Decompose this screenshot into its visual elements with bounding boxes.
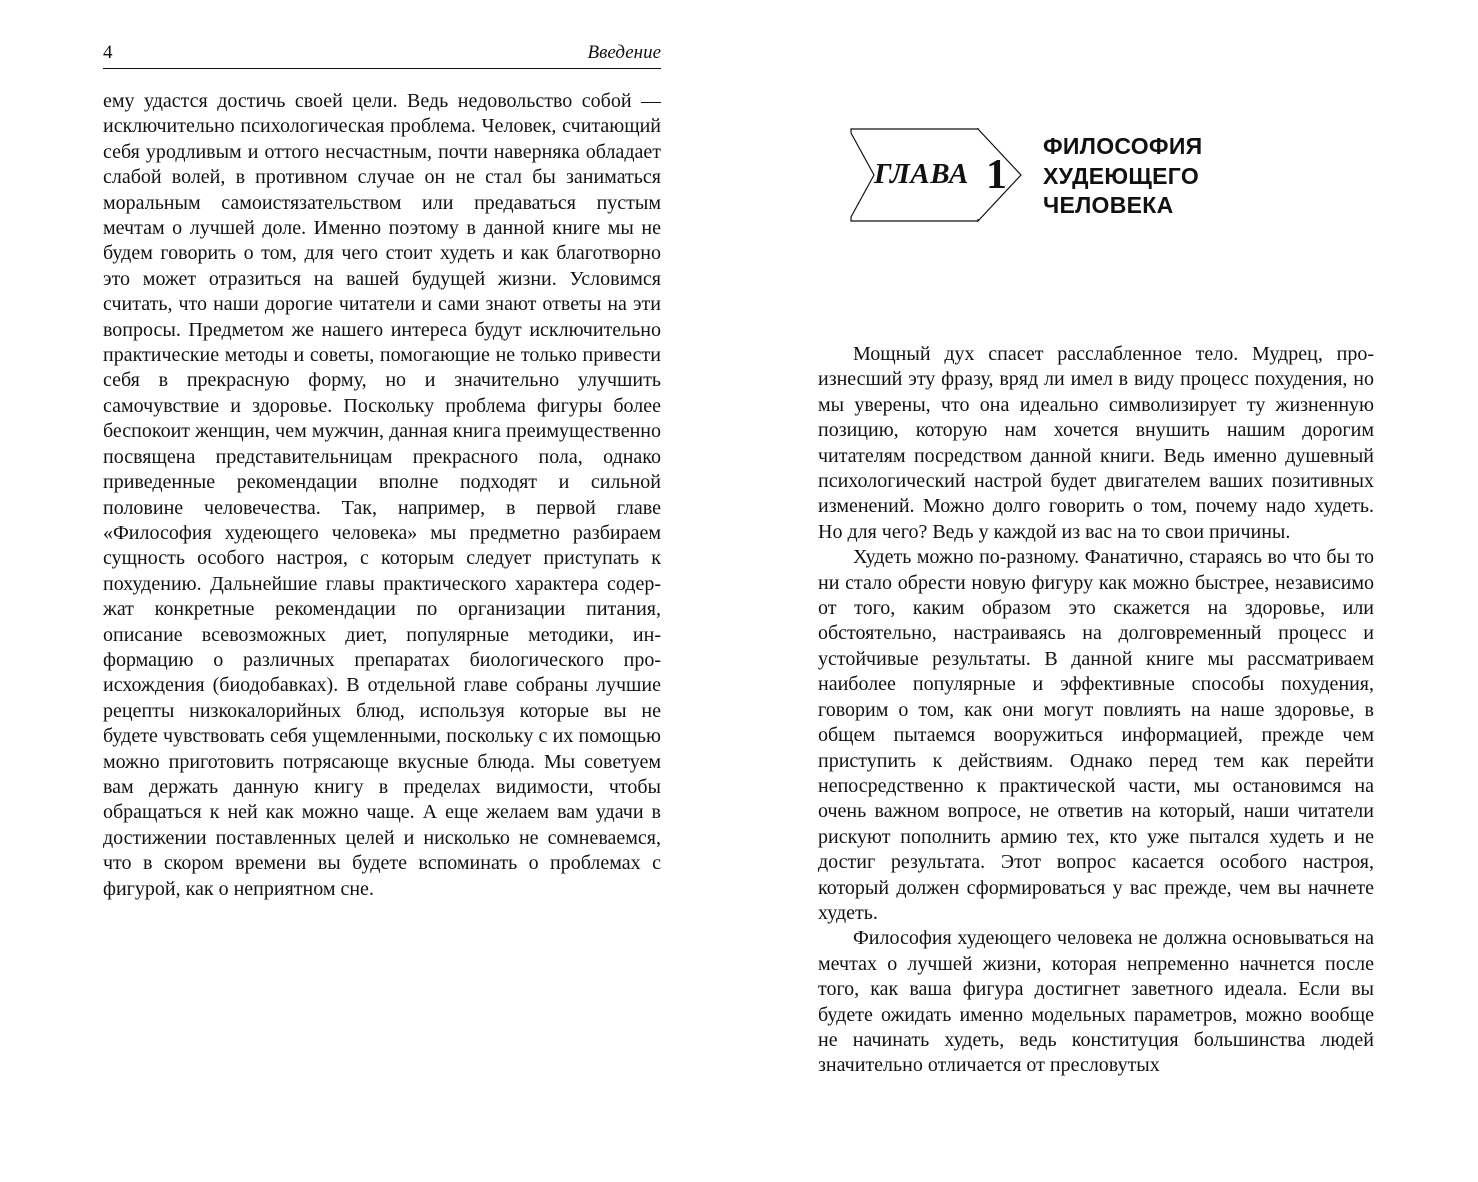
chapter-number: 1 bbox=[986, 152, 1007, 198]
paragraph: Мощный дух спасет расслабленное тело. Мудрец, произнесший эту фразу, вряд ли имел в виду процесс похудения, но мы уверены, что она идеально символизирует ту жизненную позицию, которую нам хочется внушить нашим дорогим читателям посредством данной книги. Ведь именно душевный психологический настрой будет двигателем ваших позитивных изменений. Можно долго говорить о том, почему надо худеть. Но для чего? Ведь у каждой из вас на то свои причины. bbox=[818, 343, 1374, 543]
right-page-body bbox=[818, 342, 1374, 1079]
chapter-title-line: ХУДЕЮЩЕГО bbox=[1043, 162, 1200, 189]
chapter-title-line: ЧЕЛОВЕКА bbox=[1043, 192, 1174, 218]
chapter-title bbox=[1043, 132, 1263, 221]
left-page bbox=[103, 38, 661, 900]
right-page bbox=[818, 0, 1374, 1182]
paragraph: Худеть можно по-разному. Фанатично, стараясь во что бы то ни стало обрести новую фигуру как можно быстрее, независимо от того, каким образом это скажется на здоровье, или обстоятельно, настраиваясь на долговременный процесс и устойчивые результаты. В данной книге мы рассматриваем наиболее популярные и эффективные способы похудения, говорим о том, как они могут повлиять на наше здоровье, в общем пытаемся вооружиться информацией, прежде чем приступить к действиям. Однако перед тем как перейти непосредственно к практической части, мы остановимся на очень важном вопросе, не ответив на который, наши читатели рискуют пополнить армию тех, кто уже пытался худеть и не достиг результата. Этот вопрос касается особого настроя, который должен сформироваться у вас прежде, чем вы начнете худеть. bbox=[818, 546, 1374, 924]
running-head bbox=[103, 38, 661, 69]
left-page-paragraph: ему удастся достичь своей цели. Ведь недовольство собой — исключительно психологическая проблема. Человек, считающий себя уродливым и оттого несчастным, почти наверняка обладает слабой волей, в противном случае он не стал бы заниматься моральным самоистязательством или предаваться пустым мечтам о лучшей доле. Именно поэтому в данной книге мы не будем говорить о том, для чего стоит худеть и как благотворно это может отразиться на вашей будущей жизни. Условимся считать, что наши дорогие читатели и сами знают ответы на эти вопросы. Предметом же нашего интереса будут исключительно практические методы и советы, помогающие не только привести себя в прекрасную форму, но и значительно улучшить самочувствие и здоровье. Поскольку проблема фигуры более беспокоит женщин, чем мужчин, данная книга преимущественно посвящена представительницам прекрасного пола, однако приведенные рекомендации вполне подходят и сильной половине человечества. Так, например, в первой главе «Философия худеющего человека» мы предметно разбираем сущность особого настроя, с которым следует приступать к похудению. Дальнейшие главы практического характера содержат конкретные рекомендации по организации питания, описание всевозможных диет, популярные методики, информацию о различных препаратах биологического происхождения (биодобавках). В отдельной главе собраны лучшие рецепты низкокалорийных блюд, используя которые вы не будете чувствовать себя ущемленными, поскольку с их помощью можно приготовить потрясающе вкусные блюда. Мы советуем вам держать данную книгу в пределах видимости, чтобы обращаться к ней как можно чаще. А еще желаем вам удачи в достижении поставленных целей и нисколько не сомневаемся, что в скором времени вы будете вспоминать о проблемах с фигурой, как о неприятном сне. bbox=[103, 90, 661, 900]
chapter-title-line: ФИЛОСОФИЯ bbox=[1043, 133, 1203, 159]
chapter-label: ГЛАВА bbox=[874, 158, 969, 190]
chapter-heading bbox=[850, 128, 1250, 222]
running-head-section: Введение bbox=[587, 42, 661, 63]
paragraph: Философия худеющего человека не должна основываться на мечтах о лучшей жизни, которая непременно начнется после того, как ваша фигура достигнет заветного идеала. Если вы будете ожидать именно модельных параметров, можно вообще не начинать худеть, ведь конституция большинства людей значительно отличается от пресловутых bbox=[818, 927, 1374, 1077]
page-number: 4 bbox=[103, 42, 113, 63]
